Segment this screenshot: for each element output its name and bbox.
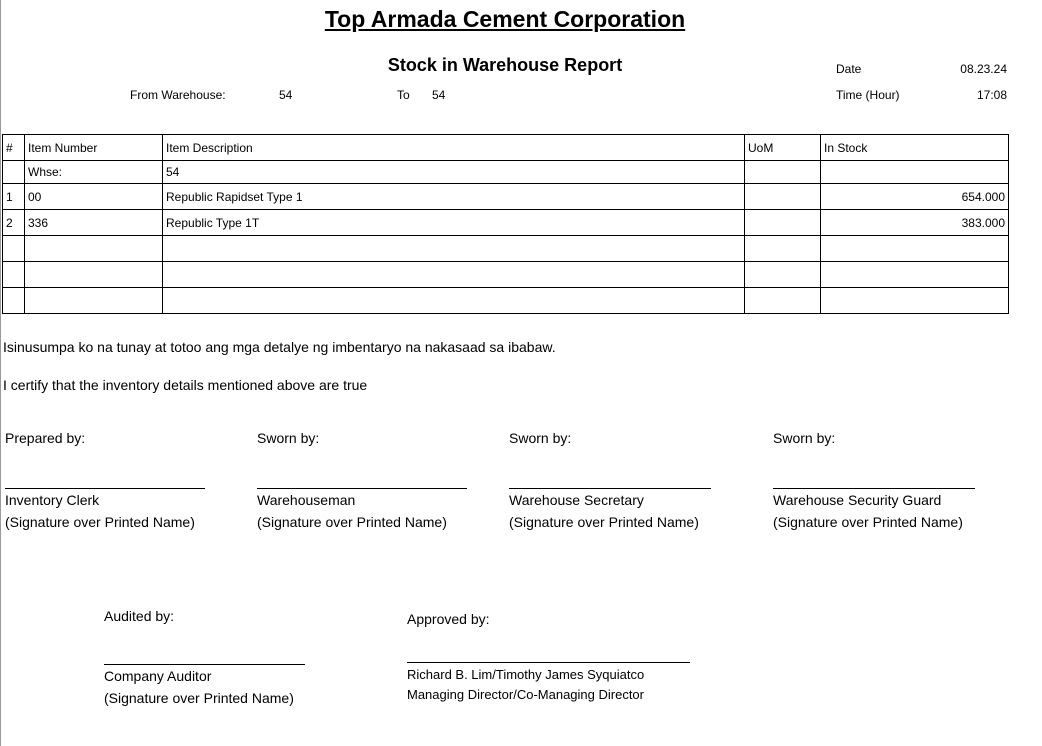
approval-name: Richard B. Lim/Timothy James Syquiatco [407,667,645,682]
column-header-item-number: Item Number [25,135,163,161]
statement-filipino: Isinusumpa ko na tunay at totoo ang mga detalye ng imbentaryo na nakasaad sa ibabaw. [3,339,556,355]
signature-note: (Signature over Printed Name) [773,514,963,530]
audit-role: Company Auditor [104,668,212,684]
signature-line [5,488,205,489]
item-description: Republic Rapidset Type 1 [163,184,745,210]
table-header-row [3,135,1009,161]
signature-role-inventory-clerk: Inventory Clerk [5,492,100,508]
table-row [3,210,1009,236]
from-warehouse-label: From Warehouse: [130,88,226,102]
table-row [3,184,1009,210]
empty-table-row [3,288,1009,314]
time-value: 17:08 [976,88,1007,102]
item-number: 00 [25,184,163,210]
signature-note: (Signature over Printed Name) [509,514,699,530]
signature-note: (Signature over Printed Name) [5,514,195,530]
signature-heading-sworn: Sworn by: [773,430,836,446]
signature-note: (Signature over Printed Name) [104,690,294,706]
signature-line [104,664,305,665]
time-label: Time (Hour) [836,88,900,102]
signature-note: (Signature over Printed Name) [257,514,447,530]
signature-role-warehouse-secretary: Warehouse Secretary [509,492,644,508]
signature-line [773,488,975,489]
column-header-uom: UoM [745,135,821,161]
warehouse-value: 54 [163,161,745,184]
date-value: 08.23.24 [960,62,1007,76]
report-title: Stock in Warehouse Report [387,55,623,75]
approval-heading: Approved by: [407,611,490,627]
table-cell [745,161,821,184]
page-left-edge [0,0,1,746]
from-warehouse-value: 54 [279,88,293,102]
signature-line [257,488,467,489]
stock-table [2,134,1009,314]
statement-english: I certify that the inventory details mentioned above are true [3,377,368,393]
item-description: Republic Type 1T [163,210,745,236]
to-warehouse-label: To [397,88,410,102]
signature-role-warehouse-security-guard: Warehouse Security Guard [773,492,942,508]
audit-heading: Audited by: [104,608,175,624]
signature-heading-prepared: Prepared by: [5,430,86,446]
company-title: Top Armada Cement Corporation [324,6,686,32]
table-cell [821,161,1009,184]
signature-role-warehouseman: Warehouseman [257,492,356,508]
empty-table-row [3,262,1009,288]
item-in-stock: 654.000 [821,184,1009,210]
table-cell [3,161,25,184]
signature-line [407,662,690,663]
item-number: 336 [25,210,163,236]
row-number: 2 [3,210,25,236]
column-header-in-stock: In Stock [821,135,1009,161]
item-in-stock: 383.000 [821,210,1009,236]
empty-table-row [3,236,1009,262]
date-label: Date [836,62,862,76]
signature-heading-sworn: Sworn by: [257,430,320,446]
signature-line [509,488,711,489]
column-header-number: # [3,135,25,161]
approval-title: Managing Director/Co-Managing Director [407,687,644,702]
signature-heading-sworn: Sworn by: [509,430,572,446]
to-warehouse-value: 54 [432,88,446,102]
item-uom [745,210,821,236]
warehouse-row [3,161,1009,184]
item-uom [745,184,821,210]
column-header-item-description: Item Description [163,135,745,161]
warehouse-label: Whse: [25,161,163,184]
row-number: 1 [3,184,25,210]
